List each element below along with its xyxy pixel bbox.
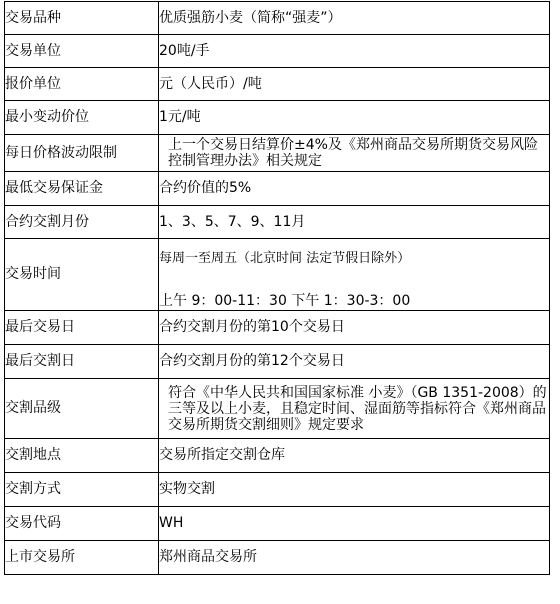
table-row: [5, 135, 550, 172]
row-label: 交易时间: [5, 239, 159, 311]
row-label: 交割品级: [5, 379, 159, 439]
row-value: 合约价值的5%: [159, 172, 550, 206]
table-row: [5, 101, 550, 135]
table-row: [5, 345, 550, 379]
row-label: 最后交易日: [5, 311, 159, 345]
table-row: [5, 439, 550, 473]
row-label: 交易单位: [5, 35, 159, 68]
table-row: [5, 473, 550, 507]
row-value: 元（人民币）/吨: [159, 68, 550, 101]
row-label: 交割方式: [5, 473, 159, 507]
row-value: WH: [159, 507, 550, 541]
row-value: 合约交割月份的第12个交易日: [159, 345, 550, 379]
table-row: [5, 239, 550, 311]
row-label: 报价单位: [5, 68, 159, 101]
row-label: 上市交易所: [5, 541, 159, 575]
row-label: 最后交割日: [5, 345, 159, 379]
table-row: [5, 206, 550, 239]
row-value: 郑州商品交易所: [159, 541, 550, 575]
table-row: [5, 172, 550, 206]
table-row: [5, 507, 550, 541]
row-label: 每日价格波动限制: [5, 135, 159, 172]
row-value: 实物交割: [159, 473, 550, 507]
trading-days-text: 每周一至周五（北京时间 法定节假日除外）: [159, 251, 411, 266]
table-row: [5, 68, 550, 101]
row-label: 交割地点: [5, 439, 159, 473]
row-value: 合约交割月份的第10个交易日: [159, 311, 550, 345]
row-label: 合约交割月份: [5, 206, 159, 239]
contract-spec-table: [4, 1, 550, 575]
row-label: 交易品种: [5, 2, 159, 35]
row-value: 交易所指定交割仓库: [159, 439, 550, 473]
row-value: 1元/吨: [159, 101, 550, 135]
row-label: 最低交易保证金: [5, 172, 159, 206]
row-value: 优质强筋小麦（简称“强麦”）: [159, 2, 550, 35]
row-value: 1、3、5、7、9、11月: [159, 206, 550, 239]
table-row: [5, 2, 550, 35]
row-value: 符合《中华人民共和国国家标准 小麦》（GB 1351-2008）的三等及以上小麦，且稳定时间、湿面筋等指标符合《郑州商品交易所期货交割细则》规定要求: [159, 379, 550, 439]
table-row: [5, 311, 550, 345]
table-row: [5, 379, 550, 439]
table-row: [5, 541, 550, 575]
row-label: 交易代码: [5, 507, 159, 541]
row-value: 上一个交易日结算价±4%及《郑州商品交易所期货交易风险控制管理办法》相关规定: [159, 135, 550, 172]
row-label: 最小变动价位: [5, 101, 159, 135]
trading-hours-cell: [159, 239, 550, 311]
trading-hours-text: 上午 9：00-11：30 下午 1：30-3：00: [159, 293, 411, 309]
row-value: 20吨/手: [159, 35, 550, 68]
table-row: [5, 35, 550, 68]
